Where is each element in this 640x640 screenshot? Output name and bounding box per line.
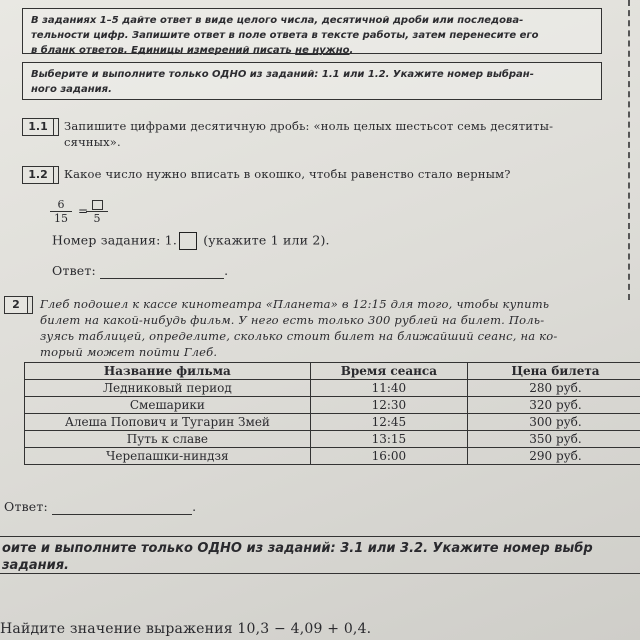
answer-row-2: Ответ: . xyxy=(4,499,197,514)
choose-task-3-line-1: оите и выполните только ОДНО из заданий: 3.1 или 3.2. Укажите номер выбр xyxy=(2,541,593,556)
table-row xyxy=(25,448,640,465)
task-1-1-text: Запишите цифрами десятичную дробь: «ноль целых шестьсот семь десятиты- сячных». xyxy=(64,119,554,149)
film-name: Путь к славе xyxy=(25,431,311,448)
table-row xyxy=(25,380,640,397)
answer-field-2[interactable] xyxy=(52,498,192,515)
fraction-left: $\frac{6}{15}$ xyxy=(50,198,72,225)
films-table xyxy=(24,362,640,465)
header-session-time: Время сеанса xyxy=(310,363,467,380)
cut-line xyxy=(628,0,630,300)
instructions-line-1: В заданиях 1–5 дайте ответ в виде целого числа, десятичной дроби или последова- xyxy=(31,15,524,26)
choose-task-3-line-2: задания. xyxy=(2,558,69,573)
choose-line-2: ного задания. xyxy=(31,84,112,95)
next-task-text: Найдите значение выражения 10,3 − 4,09 + 0,4. xyxy=(0,621,372,637)
ticket-price: 300 руб. xyxy=(467,414,640,431)
film-name: Черепашки-ниндзя xyxy=(25,448,311,465)
answer-field-1[interactable] xyxy=(100,262,224,279)
session-time: 13:15 xyxy=(310,431,467,448)
instructions-line-3: в бланк ответов. Единицы измерений писать не нужно. xyxy=(31,45,354,56)
ticket-price: 280 руб. xyxy=(467,380,640,397)
task-1-2-question: Какое число нужно вписать в окошко, чтобы равенство стало верным? xyxy=(64,167,511,181)
table-row xyxy=(25,397,640,414)
session-time: 12:30 xyxy=(310,397,467,414)
ticket-price: 350 руб. xyxy=(467,431,640,448)
table-row xyxy=(25,431,640,448)
equals-sign: = xyxy=(78,204,89,218)
answer-row-1: Ответ: . xyxy=(52,263,229,278)
header-ticket-price: Цена билета xyxy=(467,363,640,380)
session-time: 11:40 xyxy=(310,380,467,397)
ticket-price: 320 руб. xyxy=(467,397,640,414)
choose-line-1: Выберите и выполните только ОДНО из заданий: 1.1 или 1.2. Укажите номер выбран- xyxy=(31,69,534,80)
film-name: Смешарики xyxy=(25,397,311,414)
header-film-name: Название фильма xyxy=(25,363,311,380)
task-2-number: 2 xyxy=(4,296,28,314)
session-time: 16:00 xyxy=(310,448,467,465)
task-1-1-number: 1.1 xyxy=(22,118,54,136)
task-number-box[interactable] xyxy=(179,232,197,250)
blank-square-icon[interactable] xyxy=(92,200,103,210)
session-time: 12:45 xyxy=(310,414,467,431)
task-2-text: Глеб подошел к кассе кинотеатра «Планета» в 12:15 для того, чтобы купить билет на какой-нибудь фильм. У него есть только 300 рублей на билет. Поль- зуясь таблицей, определите, сколько стоит билет на ближайший сеанс, на ко- торый может пойти Глеб. xyxy=(40,297,558,359)
table-row xyxy=(25,414,640,431)
table-header-row xyxy=(25,363,640,380)
film-name: Ледниковый период xyxy=(25,380,311,397)
film-name: Алеша Попович и Тугарин Змей xyxy=(25,414,311,431)
choose-task-3-band xyxy=(0,536,640,574)
instructions-line-2: тельности цифр. Запишите ответ в поле ответа в тексте работы, затем перенесите его xyxy=(31,30,539,41)
task-1-2-number: 1.2 xyxy=(22,166,54,184)
task-number-row: Номер задания: 1. (укажите 1 или 2). xyxy=(52,232,330,250)
choose-task-box xyxy=(22,62,602,100)
ticket-price: 290 руб. xyxy=(467,448,640,465)
fraction-right: 5 xyxy=(86,198,108,225)
instructions-box xyxy=(22,8,602,54)
